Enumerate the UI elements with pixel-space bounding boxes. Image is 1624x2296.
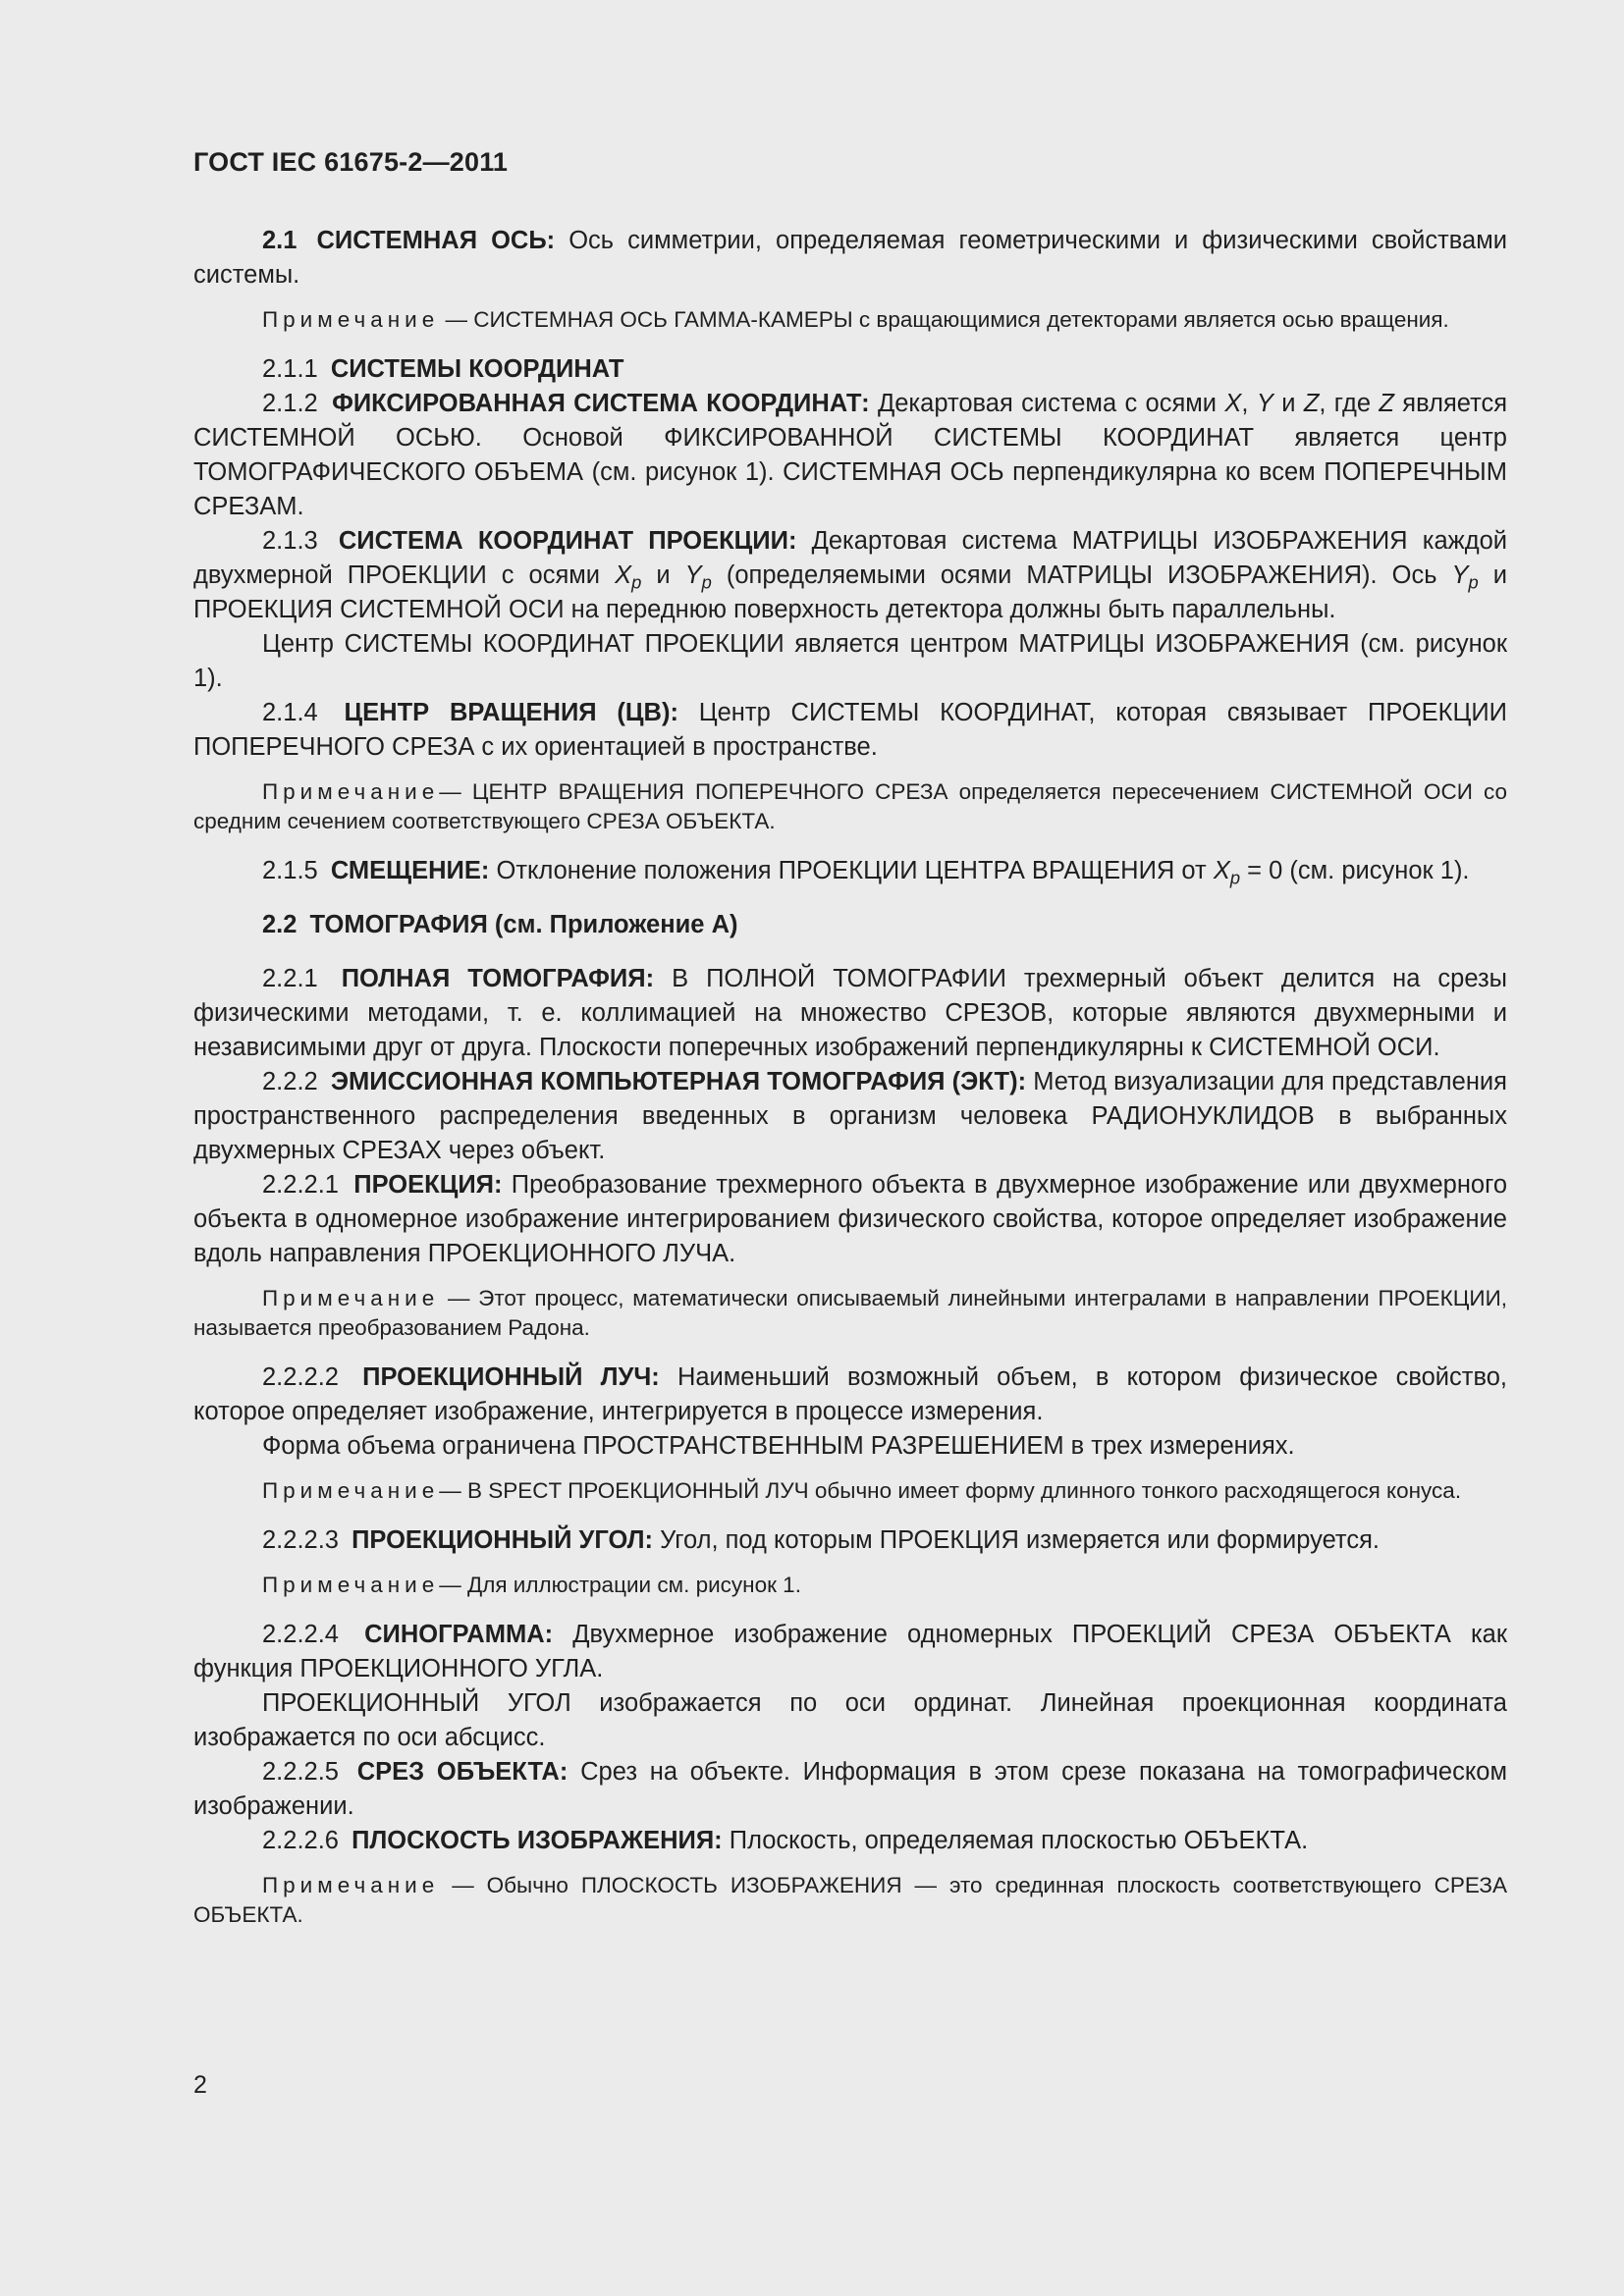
clause-2-1-2: 2.1.2 ФИКСИРОВАННАЯ СИСТЕМА КООРДИНАТ: Декартовая система с осями X, Y и Z, где Z является СИСТЕМНОЙ ОСЬЮ. Основой ФИКСИРОВАННОЙ СИСТЕМЫ КООРДИНАТ является центр ТОМОГРАФИЧЕСКОГО ОБЪЕМА (см. рисунок 1). СИСТЕМНАЯ ОСЬ перпендикулярна ко всем ПОПЕРЕЧНЫМ СРЕЗАМ. (193, 390, 1508, 520)
note-2-1-4: Примечание— ЦЕНТР ВРАЩЕНИЯ ПОПЕРЕЧНОГО СРЕЗА определяется пересечением СИСТЕМНОЙ ОСИ со средним сечением соответствующего СРЕЗА ОБЪЕКТА. (193, 779, 1507, 833)
note-2-2-2-1: Примечание — Этот процесс, математически описываемый линейными интегралами в направлении ПРОЕКЦИИ, называется преобразованием Радона. (193, 1286, 1507, 1340)
note-label: Примечание (262, 779, 440, 804)
clause-2-2-2-3: 2.2.2.3 ПРОЕКЦИОННЫЙ УГОЛ: Угол, под которым ПРОЕКЦИЯ измеряется или формируется. (262, 1526, 1380, 1554)
note-2-2-2-6: Примечание — Обычно ПЛОСКОСТЬ ИЗОБРАЖЕНИЯ — это срединная плоскость соответствующего СРЕЗА ОБЪЕКТА. (193, 1873, 1507, 1927)
clause-2-2-2-2-para-2: Форма объема ограничена ПРОСТРАНСТВЕННЫМ РАЗРЕШЕНИЕМ в трех измерениях. (262, 1432, 1295, 1460)
clause-2-2-2-4: 2.2.2.4 СИНОГРАММА: Двухмерное изображение одномерных ПРОЕКЦИЙ СРЕЗА ОБЪЕКТА как функция ПРОЕКЦИОННОГО УГЛА. (193, 1621, 1508, 1682)
clause-2-2-2-5: 2.2.2.5 СРЕЗ ОБЪЕКТА: Срез на объекте. Информация в этом срезе показана на томографическом изображении. (193, 1758, 1507, 1820)
note-2-2-2-3: Примечание— Для иллюстрации см. рисунок 1. (262, 1573, 801, 1597)
page-number: 2 (193, 2071, 207, 2099)
clause-2-1-3-para-2: Центр СИСТЕМЫ КООРДИНАТ ПРОЕКЦИИ является центром МАТРИЦЫ ИЗОБРАЖЕНИЯ (см. рисунок 1). (193, 630, 1507, 692)
clause-2-1-1: 2.1.1 СИСТЕМЫ КООРДИНАТ (262, 355, 624, 383)
clause-2-2-2-1: 2.2.2.1 ПРОЕКЦИЯ: Преобразование трехмерного объекта в двухмерное изображение или двухмерного объекта в одномерное изображение интегрированием физического свойства, которое определяет изображение вдоль направления ПРОЕКЦИОННОГО ЛУЧА. (193, 1171, 1507, 1267)
document-body (193, 224, 1507, 1930)
note-label: Примечание (262, 1286, 440, 1310)
document-header: ГОСТ IEC 61675-2—2011 (193, 147, 509, 177)
note-2-2-2-2: Примечание— В SPECT ПРОЕКЦИОННЫЙ ЛУЧ обычно имеет форму длинного тонкого расходящегося конуса. (262, 1478, 1462, 1503)
clause-2-2-2-2: 2.2.2.2 ПРОЕКЦИОННЫЙ ЛУЧ: Наименьший возможный объем, в котором физическое свойство, которое определяет изображение, интегрируется в процессе измерения. (193, 1363, 1507, 1425)
clause-2-2-2: 2.2.2 ЭМИССИОННАЯ КОМПЬЮТЕРНАЯ ТОМОГРАФИЯ (ЭКТ): Метод визуализации для представления пространственного распределения введенных в организм человека РАДИОНУКЛИДОВ в выбранных двухмерных СРЕЗАХ через объект. (193, 1068, 1507, 1164)
note-label: Примечание (262, 307, 440, 332)
clause-2-2: 2.2 ТОМОГРАФИЯ (см. Приложение А) (262, 911, 738, 938)
note-label: Примечание (262, 1478, 440, 1503)
clause-2-2-2-4-para-2: ПРОЕКЦИОННЫЙ УГОЛ изображается по оси ординат. Линейная проекционная координата изображается по оси абсцисс. (193, 1689, 1507, 1751)
clause-2-2-1: 2.2.1 ПОЛНАЯ ТОМОГРАФИЯ: В ПОЛНОЙ ТОМОГРАФИИ трехмерный объект делится на срезы физическими методами, т. е. коллимацией на множество СРЕЗОВ, которые являются двухмерными и независимыми друг от друга. Плоскости поперечных изображений перпендикулярны к СИСТЕМНОЙ ОСИ. (193, 965, 1507, 1061)
clause-2-1-3: 2.1.3 СИСТЕМА КООРДИНАТ ПРОЕКЦИИ: Декартовая система МАТРИЦЫ ИЗОБРАЖЕНИЯ каждой двухмерной ПРОЕКЦИИ с осями $X_p$ и $Y_p$ (определяемыми осями МАТРИЦЫ ИЗОБРАЖЕНИЯ). Ось $Y_p$ и ПРОЕКЦИЯ СИСТЕМНОЙ ОСИ на переднюю поверхность детектора должны быть параллельны. (193, 527, 1507, 623)
note-label: Примечание (262, 1873, 440, 1897)
clause-2-1-5: 2.1.5 СМЕЩЕНИЕ: Отклонение положения ПРОЕКЦИИ ЦЕНТРА ВРАЩЕНИЯ от $X_p = 0$ (см. рисунок 1). (262, 857, 1470, 888)
note-2-1: Примечание — СИСТЕМНАЯ ОСЬ ГАММА-КАМЕРЫ с вращающимися детекторами является осью вращения. (262, 307, 1449, 332)
clause-2-2-2-6: 2.2.2.6 ПЛОСКОСТЬ ИЗОБРАЖЕНИЯ: Плоскость, определяемая плоскостью ОБЪЕКТА. (262, 1827, 1309, 1854)
clause-2-1-4: 2.1.4 ЦЕНТР ВРАЩЕНИЯ (ЦВ): Центр СИСТЕМЫ КООРДИНАТ, которая связывает ПРОЕКЦИИ ПОПЕРЕЧНОГО СРЕЗА с их ориентацией в пространстве. (193, 699, 1507, 761)
note-label: Примечание (262, 1573, 440, 1597)
clause-2-1: 2.1 СИСТЕМНАЯ ОСЬ: Ось симметрии, определяемая геометрическими и физическими свойствами системы. (193, 227, 1507, 289)
